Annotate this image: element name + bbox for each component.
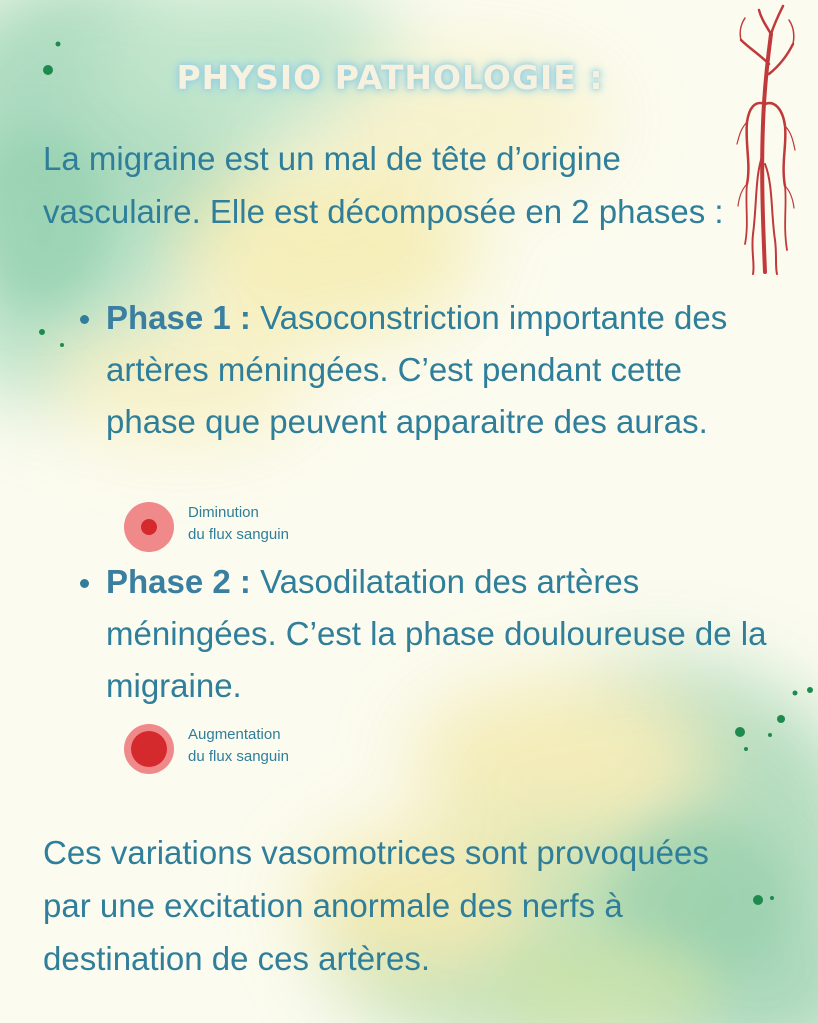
increased-flow-icon bbox=[124, 724, 174, 774]
phase-2-text: Vasodilatation des artères méningées. C’est la phase douloureuse de la migraine. bbox=[106, 563, 767, 704]
phase-1-heading: Phase 1 : bbox=[106, 299, 251, 336]
bullet-icon bbox=[80, 315, 89, 324]
bullet-icon bbox=[80, 579, 89, 588]
reduced-flow-label: Diminution du flux sanguin bbox=[188, 504, 289, 543]
intro-paragraph: La migraine est un mal de tête d’origine vasculaire. Elle est décomposée en 2 phases : bbox=[43, 140, 724, 230]
conclusion-paragraph: Ces variations vasomotrices sont provoquées par une excitation anormale des nerfs à destination de ces artères. bbox=[43, 834, 709, 977]
phase-2-item bbox=[106, 556, 776, 712]
phase-1-text: Vasoconstriction importante des artères méningées. C’est pendant cette phase que peuvent apparaitre des auras. bbox=[106, 299, 728, 440]
increased-flow-indicator bbox=[124, 724, 289, 774]
reduced-flow-indicator bbox=[124, 502, 289, 552]
phase-1-item bbox=[106, 292, 776, 448]
phase-2-heading: Phase 2 : bbox=[106, 563, 251, 600]
page-title: PHYSIO PATHOLOGIE : bbox=[176, 58, 604, 97]
increased-flow-label: Augmentation du flux sanguin bbox=[188, 726, 289, 765]
reduced-flow-icon bbox=[124, 502, 174, 552]
